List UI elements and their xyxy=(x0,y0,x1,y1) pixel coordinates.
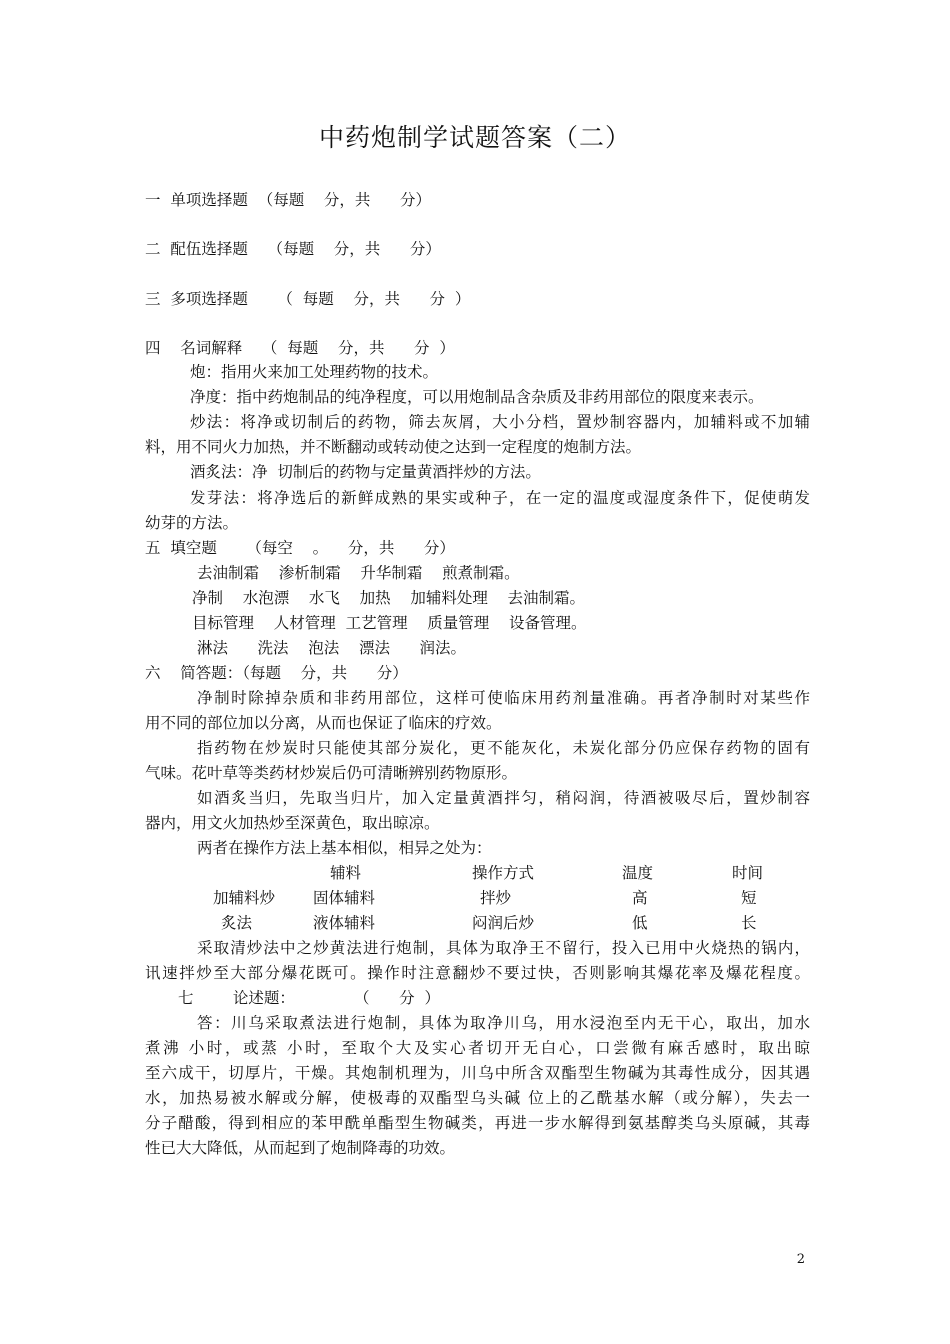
short-answer-1-cont: 用不同的部位加以分离，从而也保证了临床的疗效。 xyxy=(145,714,502,732)
table-header: 时间 xyxy=(732,864,764,882)
term-jiuzhifa: 酒炙法：净 切制后的药物与定量黄酒拌炒的方法。 xyxy=(190,463,541,481)
fill-answer-4: 淋法 洗法 泡法 漂法 润法。 xyxy=(197,639,467,657)
section-heading-2: 二 配伍选择题 （每题 分，共 分） xyxy=(145,240,441,258)
table-cell: 液体辅料 xyxy=(313,914,376,932)
short-answer-3-cont: 器内，用文火加热炒至深黄色，取出晾凉。 xyxy=(145,814,440,832)
essay-answer-2: 煮沸 小时，或蒸 小时，至取个大及实心者切开无白心，口尝微有麻舌感时，取出晾 xyxy=(145,1039,810,1057)
table-header: 辅料 xyxy=(330,864,362,882)
page-title: 中药炮制学试题答案（二） xyxy=(318,123,631,152)
section-heading-5: 五 填空题 （每空 。 分，共 分） xyxy=(145,539,455,557)
table-header: 操作方式 xyxy=(472,864,535,882)
essay-answer-5: 分子醋酸，得到相应的苯甲酰单酯型生物碱类，再进一步水解得到氨基醇类乌头原碱，其毒 xyxy=(145,1114,810,1132)
essay-answer-4: 水，加热易被水解或分解，使极毒的双酯型乌头碱 位上的乙酰基水解（或分解），失去一 xyxy=(145,1089,810,1107)
short-answer-2-cont: 气味。花叶草等类药材炒炭后仍可清晰辨别药物原形。 xyxy=(145,764,518,782)
term-pao: 炮：指用火来加工处理药物的技术。 xyxy=(190,363,439,381)
essay-answer-1: 答：川乌采取煮法进行炮制，具体为取净川乌，用水浸泡至内无干心，取出，加水 xyxy=(197,1014,810,1032)
page-number: 2 xyxy=(796,1252,805,1267)
table-cell: 加辅料炒 xyxy=(213,889,276,907)
term-chaofa: 炒法：将净或切制后的药物，筛去灰屑，大小分档，置炒制容器内，加辅料或不加辅 xyxy=(190,413,810,431)
term-chaofa-cont: 料，用不同火力加热，并不断翻动或转动使之达到一定程度的炮制方法。 xyxy=(145,438,642,456)
fill-answer-3: 目标管理 人材管理 工艺管理 质量管理 设备管理。 xyxy=(192,614,587,632)
table-cell: 高 xyxy=(632,889,648,907)
table-header: 温度 xyxy=(622,864,654,882)
table-cell: 长 xyxy=(741,914,757,932)
table-cell: 炙法 xyxy=(221,914,253,932)
section-heading-3: 三 多项选择题 （ 每题 分，共 分 ） xyxy=(145,290,471,308)
table-cell: 闷润后炒 xyxy=(472,914,535,932)
section-heading-4: 四 名词解释 （ 每题 分，共 分 ） xyxy=(145,339,455,357)
table-cell: 短 xyxy=(741,889,757,907)
short-answer-5-cont: 讯速拌炒至大部分爆花既可。操作时注意翻炒不要过快，否则影响其爆花率及爆花程度。 xyxy=(145,964,810,982)
table-cell: 拌炒 xyxy=(480,889,512,907)
fill-answer-2: 净制 水泡漂 水飞 加热 加辅料处理 去油制霜。 xyxy=(192,589,586,607)
short-answer-2: 指药物在炒炭时只能使其部分炭化，更不能灰化，未炭化部分仍应保存药物的固有 xyxy=(197,739,810,757)
section-heading-7: 七 论述题： （ 分 ） xyxy=(178,989,440,1007)
fill-answer-1: 去油制霜 渗析制霜 升华制霜 煎煮制霜。 xyxy=(197,564,520,582)
term-fayafa-cont: 幼芽的方法。 xyxy=(145,514,239,532)
term-fayafa: 发芽法：将净选后的新鲜成熟的果实或种子，在一定的温度或湿度条件下，促使萌发 xyxy=(190,489,810,507)
section-heading-1: 一 单项选择题 （每题 分，共 分） xyxy=(145,191,431,209)
essay-answer-6: 性已大大降低，从而起到了炮制降毒的功效。 xyxy=(145,1139,456,1157)
term-jingdu: 净度：指中药炮制品的纯净程度，可以用炮制品含杂质及非药用部位的限度来表示。 xyxy=(190,388,764,406)
short-answer-3: 如酒炙当归，先取当归片，加入定量黄酒拌匀，稍闷润，待酒被吸尽后，置炒制容 xyxy=(197,789,810,807)
table-cell: 低 xyxy=(632,914,648,932)
essay-answer-3: 至六成干，切厚片，干燥。其炮制机理为，川乌中所含双酯型生物碱为其毒性成分，因其遇 xyxy=(145,1064,810,1082)
short-answer-1: 净制时除掉杂质和非药用部位，这样可使临床用药剂量准确。再者净制时对某些作 xyxy=(197,689,810,707)
short-answer-5: 采取清炒法中之炒黄法进行炮制，具体为取净王不留行，投入已用中火烧热的锅内， xyxy=(197,939,810,957)
short-answer-4: 两者在操作方法上基本相似，相异之处为： xyxy=(197,839,492,857)
section-heading-6: 六 简答题：（每题 分，共 分） xyxy=(145,664,408,682)
table-cell: 固体辅料 xyxy=(313,889,376,907)
